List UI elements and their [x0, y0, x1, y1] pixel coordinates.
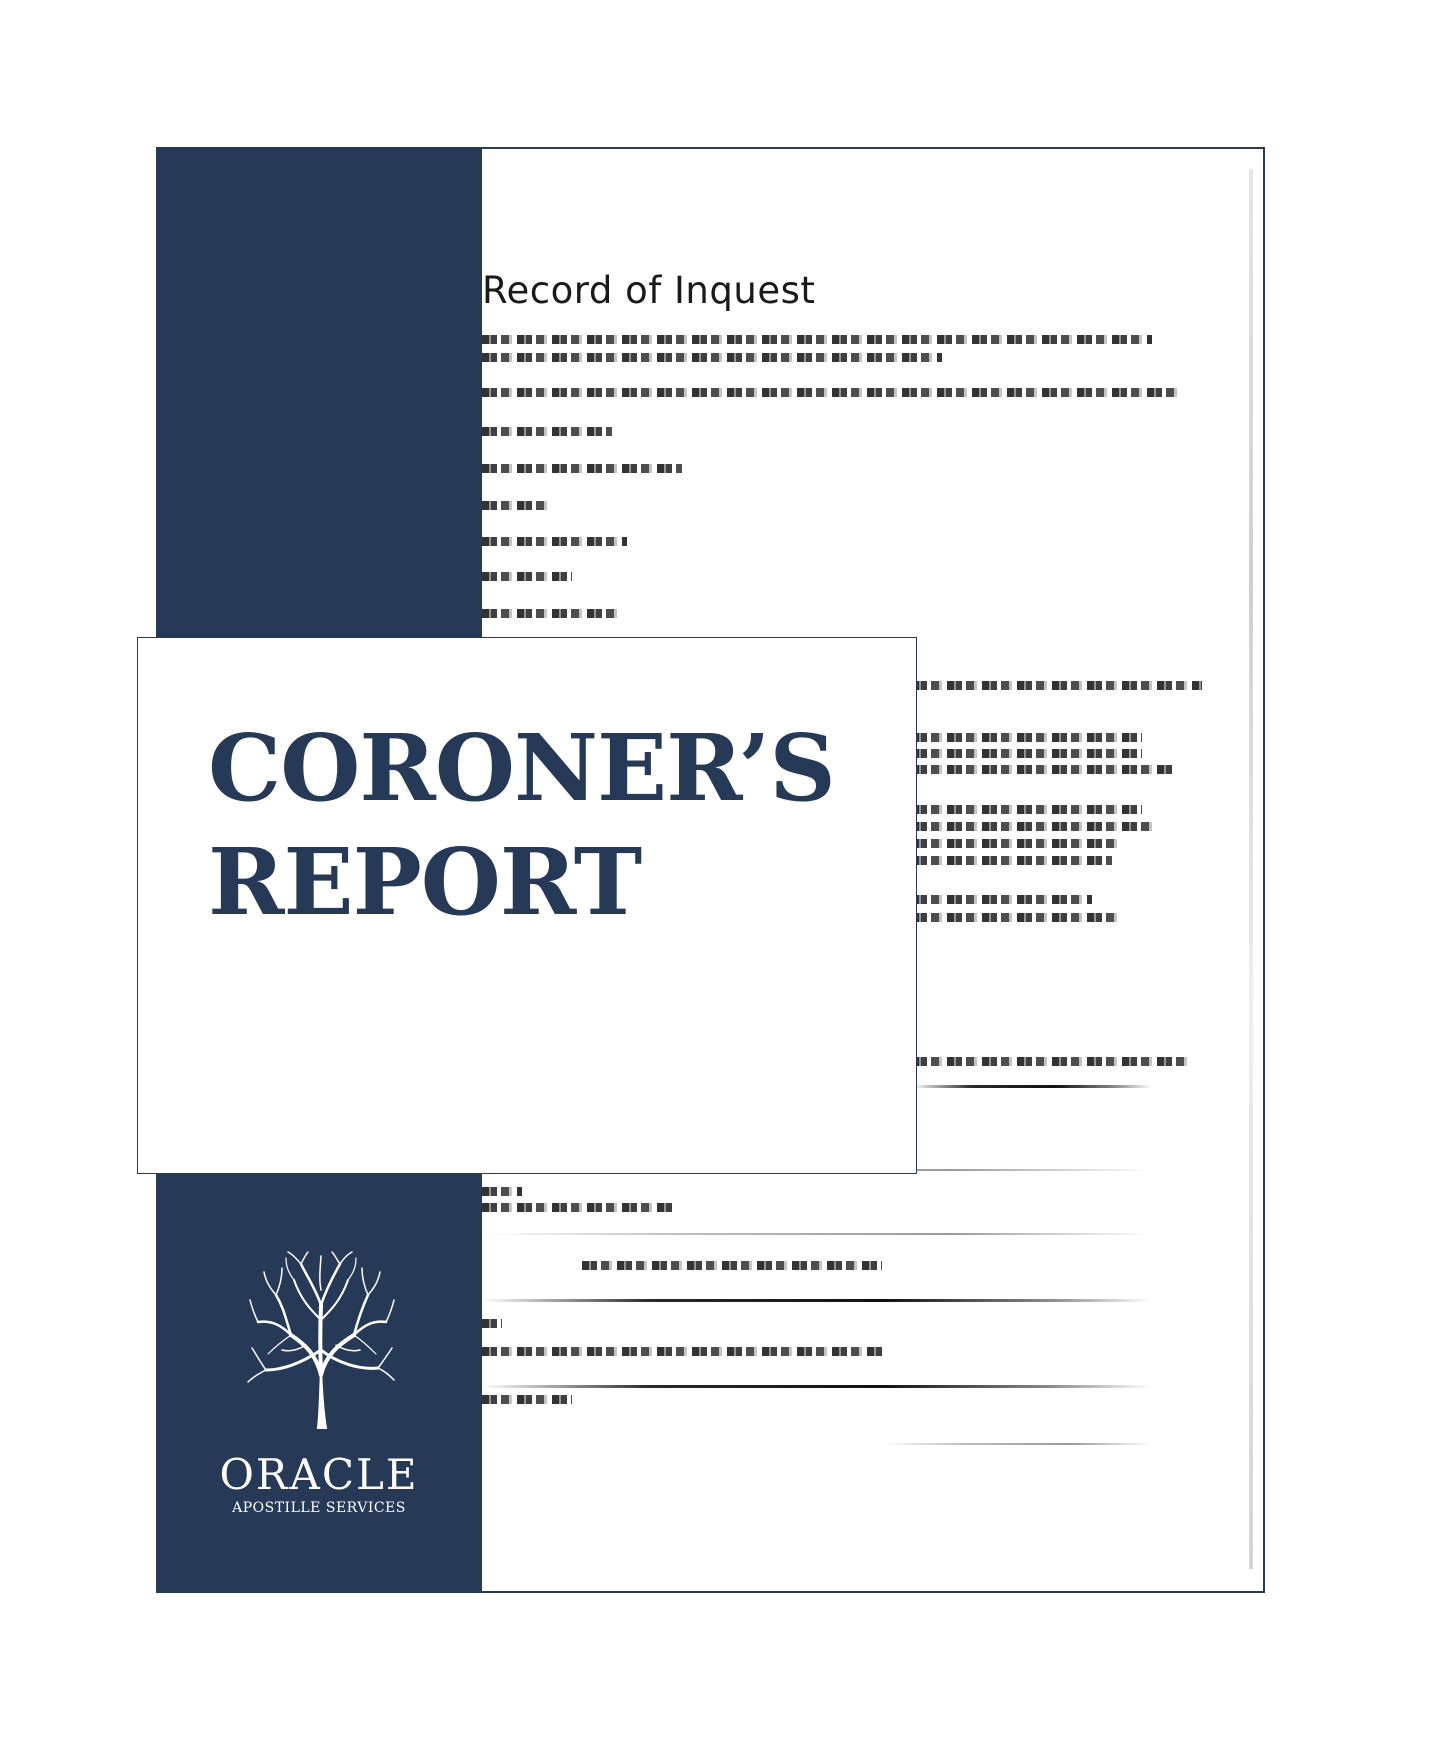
- redacted-text-line: [912, 895, 1092, 904]
- redacted-text-line: [912, 913, 1122, 922]
- redacted-text-line: [912, 839, 1122, 848]
- redacted-text-line: [582, 1261, 882, 1270]
- redacted-text-line: [482, 335, 1152, 344]
- redacted-text-line: [912, 856, 1112, 865]
- title-card: [137, 637, 917, 1174]
- redacted-text-line: [912, 733, 1142, 742]
- redacted-text-line: [482, 609, 617, 618]
- redacted-text-line: [912, 822, 1152, 831]
- redacted-text-line: [482, 572, 572, 581]
- brand-logo: [156, 1240, 482, 1520]
- redacted-text-line: [912, 749, 1142, 758]
- redacted-text-line: [482, 388, 1182, 397]
- brand-name: ORACLE: [219, 1450, 419, 1499]
- redacted-text-line: [482, 1203, 672, 1212]
- brand-tagline: APOSTILLE SERVICES: [232, 1500, 406, 1516]
- inquest-heading: Record of Inquest: [482, 269, 816, 312]
- divider-rule: [882, 1443, 1152, 1445]
- signature-rule: [912, 1085, 1152, 1088]
- redacted-text-line: [482, 537, 627, 546]
- redacted-text-line: [482, 1319, 502, 1328]
- redacted-text-line: [482, 1395, 572, 1404]
- redacted-text-line: [912, 681, 1202, 690]
- redacted-text-line: [912, 805, 1142, 814]
- title-line-1: CORONER’S: [208, 714, 835, 822]
- redacted-text-line: [482, 464, 682, 473]
- redacted-text-line: [482, 427, 612, 436]
- redacted-text-line: [912, 765, 1172, 774]
- scan-edge: [1249, 169, 1253, 1569]
- redacted-text-line: [482, 1347, 882, 1356]
- redacted-text-line: [482, 353, 942, 362]
- signature-rule: [482, 1385, 1152, 1388]
- redacted-text-line: [482, 1187, 522, 1196]
- redacted-text-line: [912, 1057, 1192, 1066]
- title-line-2: REPORT: [208, 828, 642, 936]
- signature-rule: [482, 1299, 1152, 1302]
- tree-icon: [246, 1250, 396, 1430]
- redacted-text-line: [482, 501, 552, 510]
- divider-rule: [482, 1233, 1152, 1235]
